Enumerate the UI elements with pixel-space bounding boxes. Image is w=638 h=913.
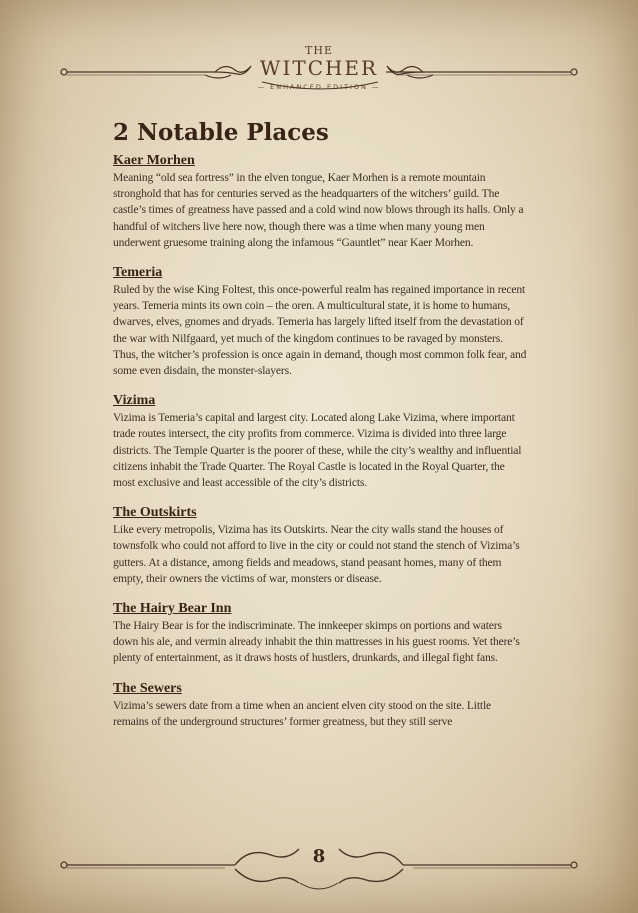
section-temeria <box>113 264 528 379</box>
section-heading: The Sewers <box>113 680 182 696</box>
section-heading: The Hairy Bear Inn <box>113 601 232 617</box>
section-body: Meaning “old sea fortress” in the elven tongue, Kaer Morhen is a remote mountain stronghold that has for centuries served as the headquarters of the witchers’ guild. The castle’s times of greatness have passed and a cold wind now blows through its halls. Only a handful of witchers live here now, though there was a time when many young men underwent gruesome training along the infamous “Gauntlet” near Kaer Morhen. <box>113 171 524 249</box>
section-vizima <box>113 392 528 491</box>
section-body: The Hairy Bear is for the indiscriminate. The innkeeper skimps on portions and waters down his ale, and vermin already inhabit the thin mattresses in his guest rooms. Yet there’s plenty of entertainment, as it draws hosts of hustlers, drunkards, and illegal fight fans. <box>113 619 520 665</box>
chapter-title: 2 Notable Places <box>113 119 329 146</box>
section-heading: Vizima <box>113 393 156 409</box>
section-heading: Kaer Morhen <box>113 153 195 168</box>
section-body: Ruled by the wise King Foltest, this once-powerful realm has regained importance in recent years. Temeria mints its own coin – the oren. A multicultural state, it is home to humans, dwarves, elves, gnomes and dryads. Temeria has largely lifted itself from the devastation of the war with Nilfgaard, yet much of the kingdom continues to be ravaged by monsters. Thus, the witcher’s profession is once again in demand, though most common folk fear, and some even disdain, the monster-slayers. <box>113 283 527 378</box>
section-heading: The Outskirts <box>113 505 197 521</box>
section-kaer-morhen <box>113 152 528 251</box>
page-content <box>113 118 528 743</box>
section-hairy-bear-inn <box>113 600 528 667</box>
section-sewers <box>113 680 528 730</box>
section-body: Vizima’s sewers date from a time when an ancient elven city stood on the site. Little remains of the underground structures’ former greatness, but they still serve <box>113 698 492 728</box>
section-body: Like every metropolis, Vizima has its Outskirts. Near the city walls stand the houses of townsfolk who could not afford to live in the city or could not stand the stench of Vizima’s gutters. At a distance, among fields and meadows, stand peasant homes, many of them empty, their owners the victims of war, monsters or disease. <box>113 523 520 585</box>
section-heading: Temeria <box>113 265 163 281</box>
page-number: 8 <box>312 846 326 867</box>
logo-edition-text: — ENHANCED EDITION — <box>257 83 381 91</box>
logo-the-text: THE <box>305 44 333 57</box>
game-logo: WITCHER <box>259 56 379 80</box>
section-body: Vizima is Temeria’s capital and largest city. Located along Lake Vizima, where important trade routes intersect, the city profits from commerce. Vizima is divided into three large districts. The Temple Quarter is the poorer of these, while the city’s wealthy and influential citizens inhabit the Trade Quarter. The Royal Castle is located in the Royal Quarter, the most exclusive and least accessible of the city’s districts. <box>113 411 522 490</box>
section-outskirts <box>113 504 528 587</box>
